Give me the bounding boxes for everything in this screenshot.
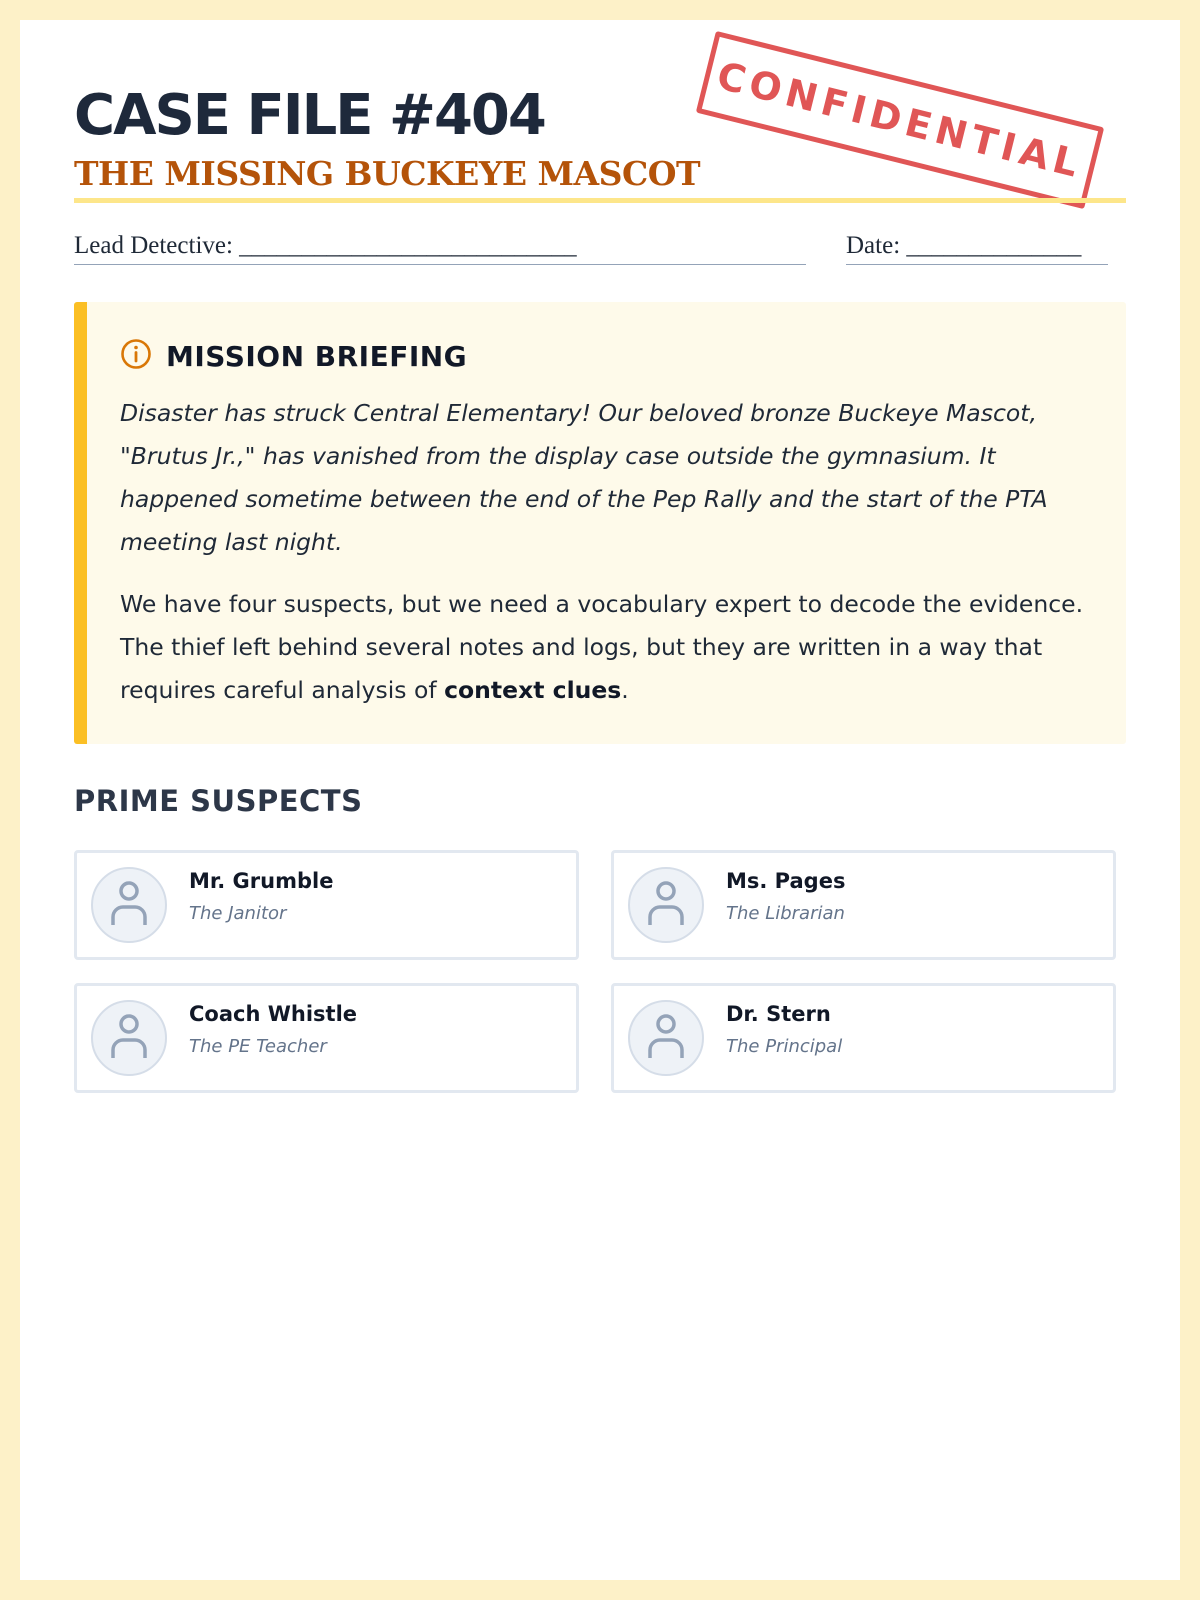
briefing-paragraph-1: Disaster has struck Central Elementary! Our beloved bronze Buckeye Mascot, "Brutus Jr.," has vanished from the display case outside the gymnasium. It happened sometime between the end of the Pep Rally and the start of the PTA meeting last night. (120, 399, 1048, 556)
page-title: CASE FILE #404 (74, 83, 545, 148)
suspect-role: The Librarian (726, 903, 845, 924)
suspect-card (611, 983, 1116, 1093)
suspect-role: The PE Teacher (189, 1036, 327, 1057)
suspect-card (74, 983, 579, 1093)
avatar (628, 867, 704, 943)
suspect-role: The Principal (726, 1036, 843, 1057)
briefing-paragraph-2 (120, 583, 1090, 712)
mission-briefing (74, 302, 1126, 744)
suspect-name: Dr. Stern (726, 1002, 831, 1026)
lead-detective-field[interactable]: Lead Detective: ___________________________ (74, 228, 806, 265)
info-fields (74, 228, 1126, 284)
suspect-name: Ms. Pages (726, 869, 846, 893)
user-icon (646, 879, 686, 931)
suspects-heading: PRIME SUSPECTS (74, 784, 363, 818)
context-clues-emphasis: context clues (444, 676, 622, 704)
briefing-heading: MISSION BRIEFING (166, 339, 468, 373)
briefing-header (120, 338, 467, 374)
suspect-card (74, 850, 579, 960)
worksheet-page (20, 20, 1180, 1580)
page-subtitle: THE MISSING BUCKEYE MASCOT (74, 154, 701, 193)
avatar (628, 1000, 704, 1076)
user-icon (646, 1012, 686, 1064)
header-divider (74, 198, 1126, 203)
avatar (91, 1000, 167, 1076)
suspect-name: Coach Whistle (189, 1002, 358, 1026)
info-icon (120, 338, 152, 374)
suspect-role: The Janitor (189, 903, 287, 924)
date-field[interactable]: Date: ______________ (846, 228, 1108, 265)
briefing-paragraph-2-end: . (621, 676, 629, 704)
user-icon (109, 1012, 149, 1064)
briefing-paragraph-2-lead: We have four suspects, but we need a vocabulary expert to decode the evidence. The thief left behind several notes and logs, but they are written in a way that requires careful analysis of (120, 590, 1084, 704)
avatar (91, 867, 167, 943)
user-icon (109, 879, 149, 931)
suspect-card (611, 850, 1116, 960)
briefing-text (120, 392, 1090, 712)
confidential-stamp: CONFIDENTIAL (696, 31, 1104, 209)
suspect-name: Mr. Grumble (189, 869, 334, 893)
